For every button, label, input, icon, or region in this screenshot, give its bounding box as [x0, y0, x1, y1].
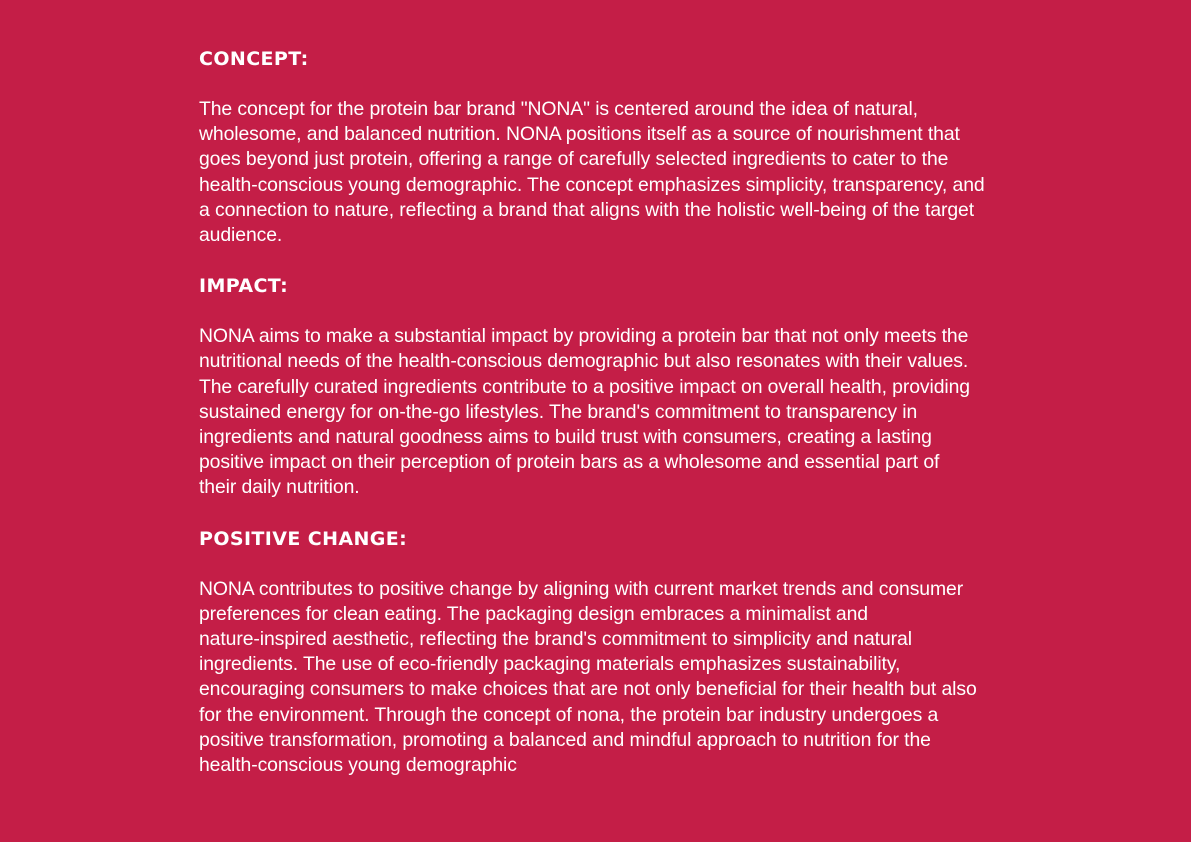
text-line: ingredients. The use of eco-friendly packaging materials emphasizes sustainability,	[199, 653, 901, 676]
text-line: ingredients and natural goodness aims to build trust with consumers, creating a lasting	[199, 426, 932, 449]
text-line: audience.	[199, 224, 283, 247]
text-line: The carefully curated ingredients contribute to a positive impact on overall health, providing	[199, 375, 970, 398]
text-line: for the environment. Through the concept of nona, the protein bar industry undergoes a	[199, 703, 939, 726]
text-line: nutritional needs of the health-conscious demographic but also resonates with their values.	[199, 350, 969, 373]
text-line: goes beyond just protein, offering a range of carefully selected ingredients to cater to the	[199, 148, 949, 171]
text-line: NONA contributes to positive change by aligning with current market trends and consumer	[199, 577, 964, 600]
section-body-impact	[199, 324, 1099, 500]
section-body-positive-change	[199, 577, 1099, 779]
text-line: nature-inspired aesthetic, reflecting the brand's commitment to simplicity and natural	[199, 628, 912, 651]
text-line: their daily nutrition.	[199, 476, 360, 499]
text-line: positive transformation, promoting a balanced and mindful approach to nutrition for the	[199, 728, 931, 751]
section-positive-change	[199, 526, 1099, 779]
text-line: wholesome, and balanced nutrition. NONA positions itself as a source of nourishment that	[199, 123, 960, 146]
section-body-concept	[199, 97, 1099, 248]
text-line: sustained energy for on-the-go lifestyles. The brand's commitment to transparency in	[199, 400, 918, 423]
text-line: a connection to nature, reflecting a brand that aligns with the holistic well-being of the target	[199, 198, 975, 221]
text-line: health-conscious young demographic. The concept emphasizes simplicity, transparency, and	[199, 173, 985, 196]
text-line: encouraging consumers to make choices that are not only beneficial for their health but also	[199, 678, 977, 701]
section-impact	[199, 273, 1099, 500]
section-heading-impact: IMPACT:	[199, 275, 289, 298]
section-heading-positive-change: POSITIVE CHANGE:	[199, 527, 408, 550]
document-content	[199, 46, 1099, 778]
text-line: The concept for the protein bar brand "NONA" is centered around the idea of natural,	[199, 98, 918, 120]
text-line: health-conscious young demographic	[199, 754, 517, 777]
section-concept	[199, 46, 1099, 248]
section-heading-concept: CONCEPT:	[199, 48, 309, 70]
text-line: preferences for clean eating. The packaging design embraces a minimalist and	[199, 602, 868, 625]
text-line: NONA aims to make a substantial impact by providing a protein bar that not only meets the	[199, 325, 969, 348]
text-line: positive impact on their perception of protein bars as a wholesome and essential part of	[199, 451, 940, 474]
